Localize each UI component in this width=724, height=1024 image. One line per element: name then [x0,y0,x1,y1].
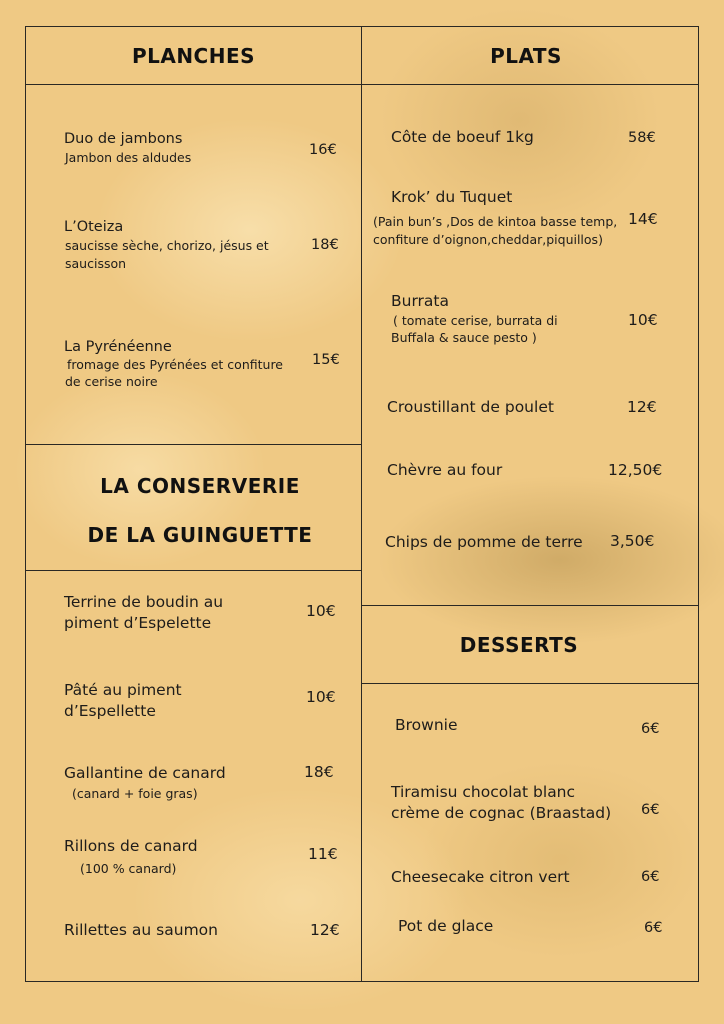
item-description: Jambon des aldudes [65,150,192,165]
item-price: 10€ [306,688,336,706]
item-description: ( tomate cerise, burrata di [393,313,558,328]
item-name: Gallantine de canard [64,764,226,782]
conserverie-title-line2: DE LA GUINGUETTE [87,523,313,547]
plats-header-divider [361,84,699,85]
item-name: Croustillant de poulet [387,398,554,416]
item-price: 10€ [628,311,658,329]
desserts-top-divider [361,605,699,606]
item-description: saucisse sèche, chorizo, jésus et [65,238,269,253]
item-price: 58€ [628,130,656,146]
item-name: Chèvre au four [387,461,503,479]
item-price: 18€ [304,763,334,781]
item-price: 18€ [311,237,339,253]
item-name: Chips de pomme de terre [385,533,583,551]
column-divider [361,26,362,982]
item-description: Buffala & sauce pesto ) [391,330,537,345]
item-price: 12€ [310,921,340,939]
item-price: 15€ [312,352,340,368]
desserts-title: DESSERTS [459,633,579,657]
item-description: (Pain bun’s ,Dos de kintoa basse temp, [373,214,618,229]
item-name: La Pyrénéenne [64,339,172,355]
item-description: (canard + foie gras) [72,786,198,801]
desserts-bottom-divider [361,683,699,684]
item-name: Rillons de canard [64,837,198,855]
item-name: Tiramisu chocolat blanc [391,783,576,801]
item-name: piment d’Espelette [64,614,212,632]
item-name: Brownie [395,716,458,734]
item-name: Pâté au piment [64,681,182,699]
item-price: 16€ [309,142,337,158]
planches-header-divider [25,84,362,85]
plats-title: PLATS [490,44,562,68]
item-description: fromage des Pyrénées et confiture [67,357,283,372]
item-name: Burrata [391,292,450,310]
item-name: Rillettes au saumon [64,921,218,939]
item-price: 6€ [644,920,663,936]
item-price: 3,50€ [610,532,655,550]
conserverie-top-divider [25,444,362,445]
item-description: (100 % canard) [80,861,177,876]
item-name: Côte de boeuf 1kg [391,128,534,146]
item-price: 11€ [308,845,338,863]
item-name: crème de cognac (Braastad) [391,804,612,822]
conserverie-bottom-divider [25,570,362,571]
item-name: Krok’ du Tuquet [391,188,513,206]
item-price: 6€ [641,869,660,885]
item-description: saucisson [65,256,127,271]
item-description: de cerise noire [65,374,158,389]
item-price: 10€ [306,602,336,620]
conserverie-title-line1: LA CONSERVERIE [100,474,300,498]
item-price: 6€ [641,721,660,737]
item-description: confiture d’oignon,cheddar,piquillos) [373,232,603,247]
item-name: Pot de glace [398,917,494,935]
item-name: d’Espellette [64,702,156,720]
item-name: Cheesecake citron vert [391,868,570,886]
item-price: 6€ [641,802,660,818]
item-name: Terrine de boudin au [64,593,224,611]
item-price: 12€ [627,398,657,416]
item-name: Duo de jambons [64,131,183,147]
item-name: L’Oteiza [64,219,124,235]
item-price: 14€ [628,210,658,228]
item-price: 12,50€ [608,461,663,479]
planches-title: PLANCHES [131,44,256,68]
